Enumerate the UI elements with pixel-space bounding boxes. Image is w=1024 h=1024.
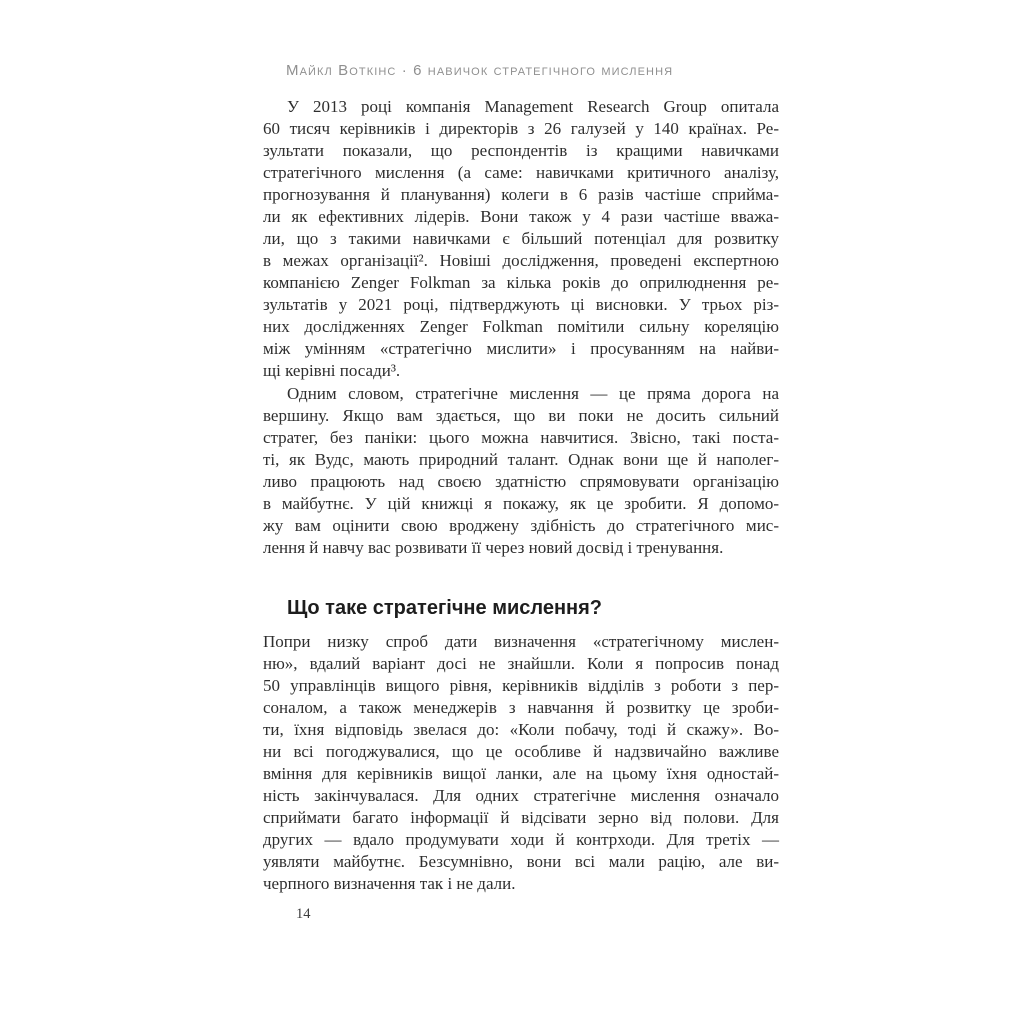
text-line: черпного визначення так і не дали. xyxy=(263,874,516,893)
text-line: в майбутнє. У цій книжці я покажу, як це зробити. Я допомо- xyxy=(263,494,779,513)
page-number: 14 xyxy=(296,906,311,922)
text-line: Одним словом, стратегічне мислення — це пряма дорога на xyxy=(287,384,779,403)
text-line: лення й навчу вас розвивати її через новий досвід і тренування. xyxy=(263,538,724,557)
text-line: компанією Zenger Folkman за кілька років до оприлюднення ре- xyxy=(263,273,779,292)
paragraph xyxy=(263,631,779,895)
text-line: ли, що з такими навичками є більший потенціал для розвитку xyxy=(263,229,779,248)
text-line: ни всі погоджувалися, що це особливе й надзвичайно важливе xyxy=(263,742,779,761)
text-line: вміння для керівників вищої ланки, але на цьому їхня одностай- xyxy=(263,764,779,783)
paragraph xyxy=(263,96,779,382)
text-line: У 2013 році компанія Management Research Group опитала xyxy=(287,97,779,116)
text-line: зультати показали, що респондентів із кращими навичками xyxy=(263,141,779,160)
text-line: 50 управлінців вищого рівня, керівників відділів з роботи з пер- xyxy=(263,676,779,695)
text-line: зультатів у 2021 році, підтверджують ці висновки. У трьох різ- xyxy=(263,295,779,314)
text-line: ти, їхня відповідь звелася до: «Коли побачу, тоді й скажу». Во- xyxy=(263,720,779,739)
text-line: ли як ефективних лідерів. Вони також у 4 рази частіше вважа- xyxy=(263,207,779,226)
text-line: стратегічного мислення (а саме: навичками критичного аналізу, xyxy=(263,163,779,182)
text-line: ливо працюють над своєю здатністю спрямовувати організацію xyxy=(263,472,779,491)
text-line: в межах організації². Новіші дослідження, проведені експертною xyxy=(263,251,779,270)
paragraph xyxy=(263,383,779,559)
text-line: жу вам оцінити свою вроджену здібність до стратегічного мис- xyxy=(263,516,779,535)
text-line: між умінням «стратегічно мислити» і просуванням на найви- xyxy=(263,339,779,358)
text-line: ті, як Вудс, мають природний талант. Однак вони ще й наполег- xyxy=(263,450,779,469)
text-line: щі керівні посади³. xyxy=(263,361,401,380)
text-line: ність закінчувалася. Для одних стратегічне мислення означало xyxy=(263,786,779,805)
text-line: ню», вдалий варіант досі не знайшли. Коли я попросив понад xyxy=(263,654,779,673)
text-line: Попри низку спроб дати визначення «стратегічному мислен- xyxy=(263,632,779,651)
text-line: других — вдало продумувати ходи й контрходи. Для третіх — xyxy=(263,830,779,849)
text-line: 60 тисяч керівників і директорів з 26 галузей у 140 країнах. Ре- xyxy=(263,119,779,138)
text-line: вершину. Якщо вам здається, що ви поки не досить сильний xyxy=(263,406,779,425)
text-line: уявляти майбутнє. Безсумнівно, вони всі мали рацію, але ви- xyxy=(263,852,779,871)
text-line: соналом, а також менеджерів з навчання й розвитку це зроби- xyxy=(263,698,779,717)
text-line: них дослідженнях Zenger Folkman помітили сильну кореляцію xyxy=(263,317,779,336)
text-line: стратег, без паніки: цього можна навчитися. Звісно, такі поста- xyxy=(263,428,779,447)
text-line: сприймати багато інформації й відсівати зерно від полови. Для xyxy=(263,808,779,827)
text-line: прогнозування й планування) колеги в 6 разів частіше сприйма- xyxy=(263,185,779,204)
section-heading: Що таке стратегічне мислення? xyxy=(287,597,603,619)
running-header: Майкл Воткінс · 6 навичок стратегічного мислення xyxy=(286,62,674,79)
